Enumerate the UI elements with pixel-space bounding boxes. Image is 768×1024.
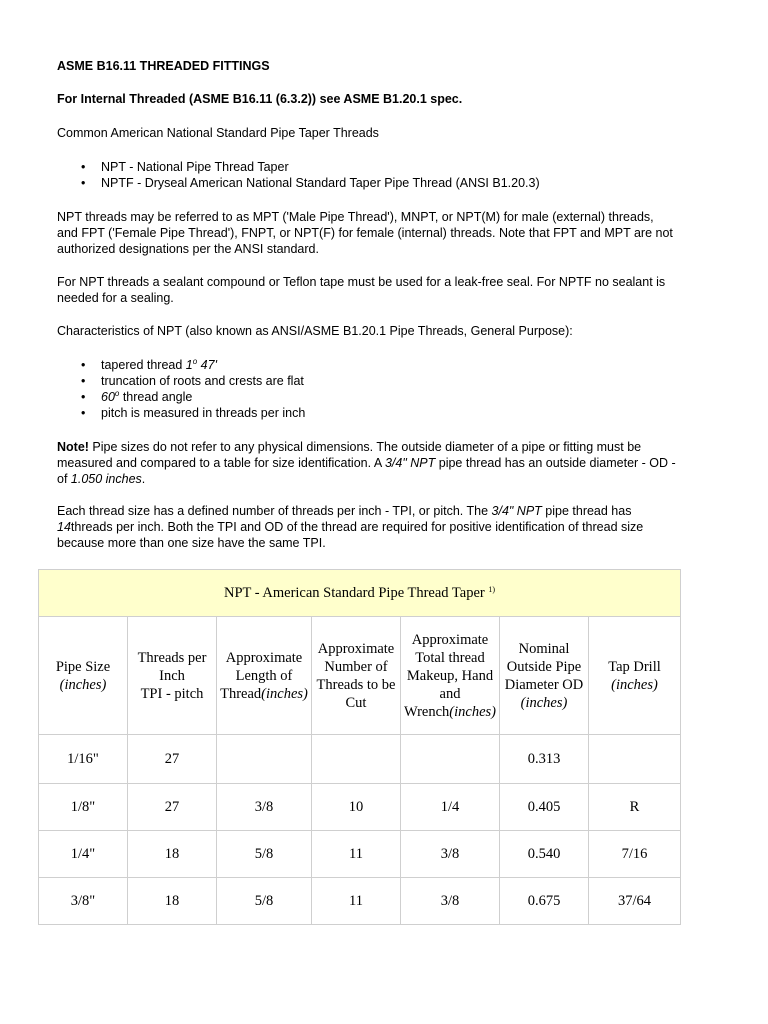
characteristics-list (57, 357, 305, 421)
table-cell: 27 (128, 784, 217, 831)
header-od: Nominal Outside Pipe Diameter OD (inches) (500, 617, 589, 735)
table-cell: 3/8 (401, 831, 500, 878)
note-label: Note! (57, 440, 89, 454)
table-cell: 5/8 (217, 878, 312, 925)
thread-types-list (57, 159, 540, 191)
table-cell: 0.540 (500, 831, 589, 878)
table-cell: 11 (312, 878, 401, 925)
table-cell: 27 (128, 735, 217, 784)
table-cell: 3/8 (401, 878, 500, 925)
header-length: Approximate Length of Thread(inches) (217, 617, 312, 735)
note-paragraph: Note! Pipe sizes do not refer to any physical dimensions. The outside diameter of a pipe or fitting must be measured and compared to a table for size identification. A 3/4" NPT pipe thread has an outside diameter - OD - of 1.050 inches. (57, 440, 676, 486)
table-cell: 18 (128, 878, 217, 925)
list-item: • pitch is measured in threads per inch (57, 405, 305, 421)
table-cell: 1/4 (401, 784, 500, 831)
table-header-row (39, 617, 681, 735)
table-cell: 0.405 (500, 784, 589, 831)
page-heading: ASME B16.11 THREADED FITTINGS (57, 59, 270, 73)
sealant-paragraph: For NPT threads a sealant compound or Teflon tape must be used for a leak-free seal. For NPTF no sealant is needed for a sealing. (57, 275, 666, 305)
table-cell (589, 735, 681, 784)
header-threads-cut: Approximate Number of Threads to be Cut (312, 617, 401, 735)
table-cell: 11 (312, 831, 401, 878)
table-cell: 7/16 (589, 831, 681, 878)
table-cell: 18 (128, 831, 217, 878)
table-row (39, 878, 681, 925)
table-row (39, 784, 681, 831)
table-cell: 1/4" (39, 831, 128, 878)
table-cell: 5/8 (217, 831, 312, 878)
list-item: • NPT - National Pipe Thread Taper (57, 159, 540, 175)
table-cell: 1/16" (39, 735, 128, 784)
table-cell (401, 735, 500, 784)
table-cell: 37/64 (589, 878, 681, 925)
table-row (39, 831, 681, 878)
table-row (39, 735, 681, 784)
tpi-paragraph: Each thread size has a defined number of threads per inch - TPI, or pitch. The 3/4" NPT pipe thread has 14threads per inch. Both the TPI and OD of the thread are required for positive identification of thread size because more than one size have the same TPI. (57, 504, 644, 550)
table-cell (217, 735, 312, 784)
header-makeup: Approximate Total thread Makeup, Hand and Wrench(inches) (401, 617, 500, 735)
list-item: • tapered thread 1$^o$ 47' (57, 357, 305, 373)
mpt-paragraph: NPT threads may be referred to as MPT ('Male Pipe Thread'), MNPT, or NPT(M) for male (external) threads, and FPT ('Female Pipe Thread'), FNPT, or NPT(F) for female (internal) threads. Note that FPT and MPT are not authorized designations per the ANSI standard. (57, 210, 673, 256)
list-item: • NPTF - Dryseal American National Standard Taper Pipe Thread (ANSI B1.20.3) (57, 175, 540, 191)
page-subheading: For Internal Threaded (ASME B16.11 (6.3.2)) see ASME B1.20.1 spec. (57, 92, 463, 106)
table-cell: 10 (312, 784, 401, 831)
list-item: • truncation of roots and crests are flat (57, 373, 305, 389)
table-cell: 3/8 (217, 784, 312, 831)
list-item: • 60$^o$ thread angle (57, 389, 305, 405)
table-cell: 0.313 (500, 735, 589, 784)
header-tpi: Threads per Inch TPI - pitch (128, 617, 217, 735)
table-cell: R (589, 784, 681, 831)
table-title: NPT - American Standard Pipe Thread Taper $^{1)}$ (39, 570, 681, 617)
table-cell: 3/8" (39, 878, 128, 925)
table-cell: 1/8" (39, 784, 128, 831)
table-cell: 0.675 (500, 878, 589, 925)
table-cell (312, 735, 401, 784)
intro-text: Common American National Standard Pipe Taper Threads (57, 126, 379, 140)
characteristics-intro: Characteristics of NPT (also known as ANSI/ASME B1.20.1 Pipe Threads, General Purpose): (57, 324, 573, 338)
npt-thread-table (38, 569, 681, 925)
header-pipe-size: Pipe Size (inches) (39, 617, 128, 735)
header-tap-drill: Tap Drill (inches) (589, 617, 681, 735)
